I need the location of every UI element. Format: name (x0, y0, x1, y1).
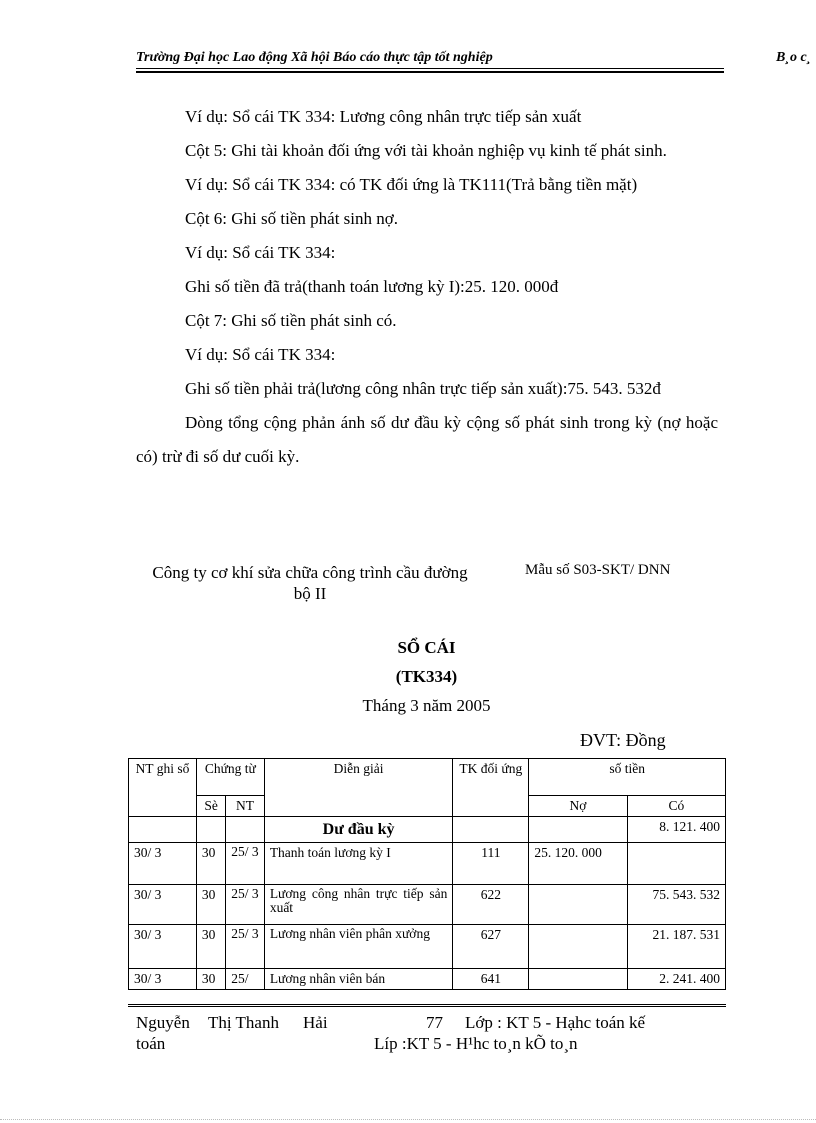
cell-debit (529, 885, 627, 925)
footer-rule (128, 1004, 726, 1007)
footer-author-cont: toán (136, 1034, 166, 1053)
cell-credit: 2. 241. 400 (627, 969, 725, 990)
col-header-voucher-no: Sè (196, 796, 225, 817)
cell-voucher-date: 25/ 3 (226, 925, 265, 969)
cell-date: 30/ 3 (129, 969, 197, 990)
cell-description: Lương nhân viên bán (264, 969, 453, 990)
page-number: 77 (426, 1013, 443, 1032)
cell-account: 641 (453, 969, 529, 990)
cell-debit (529, 969, 627, 990)
table-row (129, 885, 726, 925)
cell-date: 30/ 3 (129, 925, 197, 969)
ledger-title: SỔ CÁI (397, 638, 456, 657)
cell-account: 627 (453, 925, 529, 969)
opening-balance-label: Dư đầu kỳ (264, 817, 453, 843)
paragraph: Cột 7: Ghi số tiền phát sinh có. (185, 311, 397, 330)
col-header-voucher: Chứng từ (196, 759, 264, 796)
cell-debit (529, 925, 627, 969)
cell-voucher-date: 25/ 3 (226, 885, 265, 925)
ledger-table (128, 758, 726, 990)
cell-credit (627, 843, 725, 885)
footer-class-garbled: Líp :KT 5 - H¹hc to¸n kÕ to¸n (374, 1034, 578, 1053)
paragraph: Ghi số tiền phải trả(lương công nhân trực tiếp sản xuất):75. 543. 532đ (185, 379, 661, 398)
table-row (129, 925, 726, 969)
col-header-debit: Nợ (529, 796, 627, 817)
cell-account: 622 (453, 885, 529, 925)
col-header-amount: số tiền (529, 759, 726, 796)
opening-balance-credit: 8. 121. 400 (627, 817, 725, 843)
cell-voucher-no: 30 (196, 969, 225, 990)
paragraph: Ví dụ: Sổ cái TK 334: (185, 243, 336, 262)
currency-unit: ĐVT: Đồng (580, 730, 666, 750)
col-header-credit: Có (627, 796, 725, 817)
paragraph: Cột 5: Ghi tài khoản đối ứng với tài khoản nghiệp vụ kinh tế phát sinh. (185, 141, 667, 160)
cell-voucher-no: 30 (196, 925, 225, 969)
cell-description: Lương nhân viên phân xưởng (264, 925, 453, 969)
cell-date: 30/ 3 (129, 843, 197, 885)
page-edge (0, 1119, 816, 1120)
paragraph: Ví dụ: Sổ cái TK 334: Lương công nhân trực tiếp sản xuất (185, 107, 582, 126)
cell-voucher-no: 30 (196, 885, 225, 925)
footer-author-middle: Thị Thanh (208, 1013, 279, 1032)
footer-author-first: Nguyễn (136, 1013, 190, 1032)
cell-credit: 21. 187. 531 (627, 925, 725, 969)
form-code: Mẫu số S03-SKT/ DNN (525, 562, 671, 578)
cell-description: Lương công nhân trực tiếp sản xuất (264, 885, 453, 925)
table-header-row (129, 759, 726, 796)
cell-account: 111 (453, 843, 529, 885)
cell-credit: 75. 543. 532 (627, 885, 725, 925)
table-row (129, 843, 726, 885)
paragraph: Cột 6: Ghi số tiền phát sinh nợ. (185, 209, 398, 228)
paragraph: Ví dụ: Sổ cái TK 334: (185, 345, 336, 364)
header-rule-thick (136, 71, 724, 73)
paragraph: Ghi số tiền đã trả(thanh toán lương kỳ I):25. 120. 000đ (185, 277, 559, 296)
page-header-right: B¸o c¸ (776, 50, 812, 65)
col-header-account: TK đối ứng (453, 759, 529, 817)
cell-debit: 25. 120. 000 (529, 843, 627, 885)
cell-voucher-no: 30 (196, 843, 225, 885)
company-name: Công ty cơ khí sửa chữa công trình cầu đường bộ II (152, 563, 468, 603)
table-row (129, 969, 726, 990)
cell-voucher-date: 25/ 3 (226, 843, 265, 885)
col-header-date: NT ghi sổ (129, 759, 197, 817)
cell-date: 30/ 3 (129, 885, 197, 925)
paragraph: Ví dụ: Sổ cái TK 334: có TK đối ứng là TK111(Trả bằng tiền mặt) (185, 175, 638, 194)
ledger-account: (TK334) (395, 667, 458, 686)
cell-description: Thanh toán lương kỳ I (264, 843, 453, 885)
cell-voucher-date: 25/ (226, 969, 265, 990)
header-rule (136, 68, 724, 69)
col-header-voucher-date: NT (226, 796, 265, 817)
opening-balance-row (129, 817, 726, 843)
footer-author-last: Hải (303, 1013, 328, 1032)
page-header-title: Trường Đại học Lao động Xã hội Báo cáo thực tập tốt nghiệp (136, 50, 493, 65)
ledger-period: Tháng 3 năm 2005 (362, 696, 491, 715)
footer-class: Lớp : KT 5 - Hạhc toán kế (465, 1013, 646, 1032)
paragraph: Dòng tổng cộng phản ánh số dư đầu kỳ cộng số phát sinh trong kỳ (nợ hoặc có) trừ đi số dư cuối kỳ. (136, 413, 718, 466)
body-text (136, 100, 718, 474)
col-header-description: Diễn giải (264, 759, 453, 817)
